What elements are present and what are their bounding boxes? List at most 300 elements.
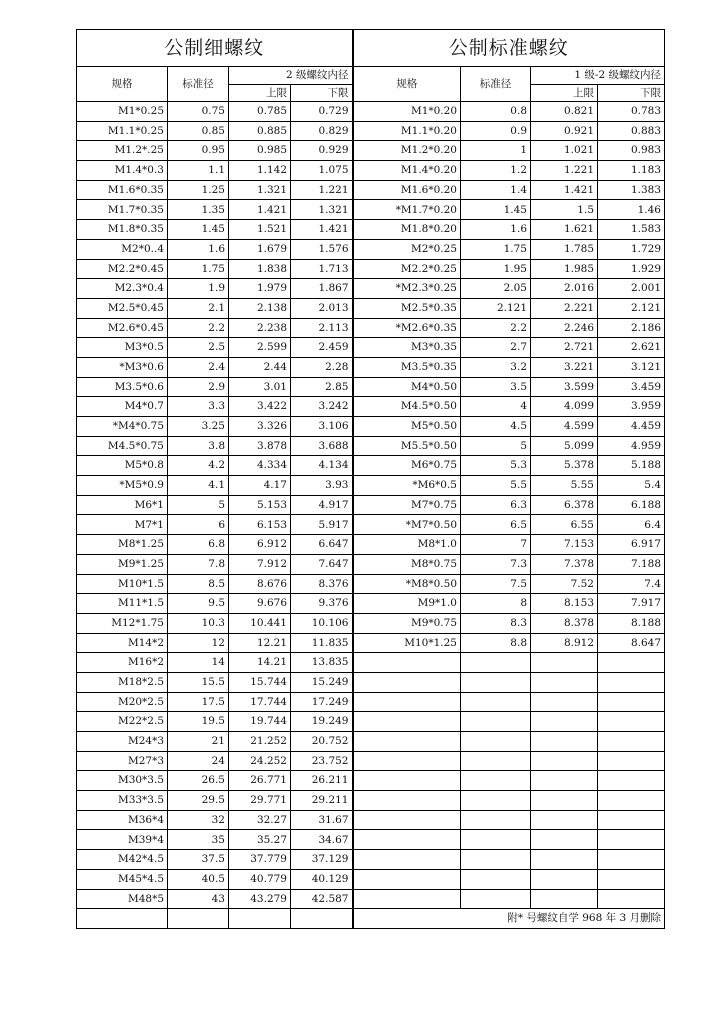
right-spec-cell: M7*0.75 bbox=[353, 495, 461, 515]
right-upper-cell bbox=[531, 850, 598, 870]
left-std-dia-cell: 12 bbox=[168, 633, 229, 653]
right-std-dia-cell bbox=[461, 771, 531, 791]
left-lower-cell: 19.249 bbox=[291, 712, 353, 732]
left-std-dia-cell: 40.5 bbox=[168, 869, 229, 889]
table-row bbox=[77, 279, 665, 299]
right-spec-cell: M1.4*0.20 bbox=[353, 161, 461, 181]
right-spec-cell: *M7*0.50 bbox=[353, 515, 461, 535]
table-row bbox=[77, 121, 665, 141]
left-std-dia-cell: 6 bbox=[168, 515, 229, 535]
right-lower-cell: 3.459 bbox=[598, 377, 665, 397]
left-upper-cell bbox=[229, 909, 291, 929]
right-upper-cell bbox=[531, 653, 598, 673]
right-lower-cell: 6.188 bbox=[598, 495, 665, 515]
left-spec-cell: M30*3.5 bbox=[77, 771, 168, 791]
left-std-dia-cell: 0.75 bbox=[168, 102, 229, 122]
right-spec-cell: M8*1.0 bbox=[353, 535, 461, 555]
left-spec-cell: M3*0.5 bbox=[77, 338, 168, 358]
right-spec-cell bbox=[353, 850, 461, 870]
right-std-dia-cell: 2.2 bbox=[461, 318, 531, 338]
right-upper-cell bbox=[531, 791, 598, 811]
left-std-dia-cell: 1.1 bbox=[168, 161, 229, 181]
left-spec-cell: M2.3*0.4 bbox=[77, 279, 168, 299]
right-upper-cell bbox=[531, 869, 598, 889]
left-upper-cell: 2.238 bbox=[229, 318, 291, 338]
right-upper-cell: 2.246 bbox=[531, 318, 598, 338]
left-upper-cell: 24.252 bbox=[229, 751, 291, 771]
right-upper-cell bbox=[531, 889, 598, 909]
left-upper-cell: 1.979 bbox=[229, 279, 291, 299]
table-row bbox=[77, 672, 665, 692]
right-std-dia-cell: 6.3 bbox=[461, 495, 531, 515]
left-upper-cell: 8.676 bbox=[229, 574, 291, 594]
left-std-dia-cell: 1.9 bbox=[168, 279, 229, 299]
left-spec-cell: M42*4.5 bbox=[77, 850, 168, 870]
table-row bbox=[77, 554, 665, 574]
right-std-dia-cell: 1.4 bbox=[461, 180, 531, 200]
right-upper-cell: 4.099 bbox=[531, 397, 598, 417]
table-row bbox=[77, 574, 665, 594]
table-row bbox=[77, 869, 665, 889]
left-spec-cell: M3.5*0.6 bbox=[77, 377, 168, 397]
right-upper-cell: 1.5 bbox=[531, 200, 598, 220]
right-spec-cell: M4*0.50 bbox=[353, 377, 461, 397]
right-lower-cell bbox=[598, 653, 665, 673]
table-row bbox=[77, 692, 665, 712]
right-std-dia-cell: 0.8 bbox=[461, 102, 531, 122]
left-spec-cell: M45*4.5 bbox=[77, 869, 168, 889]
left-spec-cell: M1.2*.25 bbox=[77, 141, 168, 161]
left-spec-cell bbox=[77, 909, 168, 929]
right-spec-cell: M2*0.25 bbox=[353, 239, 461, 259]
left-std-dia-cell: 35 bbox=[168, 830, 229, 850]
table-row bbox=[77, 515, 665, 535]
right-std-dia-cell: 4.5 bbox=[461, 417, 531, 437]
left-lower-cell: 34.67 bbox=[291, 830, 353, 850]
table-row bbox=[77, 771, 665, 791]
left-lower-cell: 17.249 bbox=[291, 692, 353, 712]
table-row bbox=[77, 594, 665, 614]
right-spec-cell: M1.1*0.20 bbox=[353, 121, 461, 141]
right-lower-cell: 1.383 bbox=[598, 180, 665, 200]
left-spec-cell: M27*3 bbox=[77, 751, 168, 771]
right-std-dia-cell bbox=[461, 712, 531, 732]
left-lower-header: 下限 bbox=[291, 85, 353, 102]
right-upper-cell: 6.55 bbox=[531, 515, 598, 535]
left-upper-cell: 29.771 bbox=[229, 791, 291, 811]
table-row bbox=[77, 456, 665, 476]
left-std-dia-cell: 1.35 bbox=[168, 200, 229, 220]
table-row bbox=[77, 830, 665, 850]
left-lower-cell: 11.835 bbox=[291, 633, 353, 653]
right-upper-cell: 1.421 bbox=[531, 180, 598, 200]
right-spec-cell bbox=[353, 732, 461, 752]
table-row bbox=[77, 397, 665, 417]
right-spec-header: 规格 bbox=[353, 67, 461, 102]
table-row bbox=[77, 909, 665, 929]
table-row bbox=[77, 180, 665, 200]
left-lower-cell: 2.113 bbox=[291, 318, 353, 338]
right-lower-cell bbox=[598, 830, 665, 850]
left-lower-cell: 1.075 bbox=[291, 161, 353, 181]
right-upper-cell: 4.599 bbox=[531, 417, 598, 437]
right-upper-cell bbox=[531, 692, 598, 712]
left-upper-cell: 3.326 bbox=[229, 417, 291, 437]
left-lower-cell: 3.93 bbox=[291, 476, 353, 496]
left-lower-cell: 40.129 bbox=[291, 869, 353, 889]
left-spec-cell: M11*1.5 bbox=[77, 594, 168, 614]
left-lower-cell: 8.376 bbox=[291, 574, 353, 594]
left-spec-cell: M1.4*0.3 bbox=[77, 161, 168, 181]
left-lower-cell: 1.576 bbox=[291, 239, 353, 259]
left-lower-cell: 5.917 bbox=[291, 515, 353, 535]
left-upper-cell: 19.744 bbox=[229, 712, 291, 732]
right-lower-cell: 2.121 bbox=[598, 298, 665, 318]
right-std-dia-cell: 7 bbox=[461, 535, 531, 555]
left-std-dia-cell: 0.85 bbox=[168, 121, 229, 141]
left-upper-cell: 4.17 bbox=[229, 476, 291, 496]
left-std-dia-cell: 5 bbox=[168, 495, 229, 515]
right-spec-cell: M6*0.75 bbox=[353, 456, 461, 476]
left-upper-cell: 10.441 bbox=[229, 613, 291, 633]
right-spec-cell: M2.5*0.35 bbox=[353, 298, 461, 318]
left-spec-cell: M48*5 bbox=[77, 889, 168, 909]
table-row bbox=[77, 239, 665, 259]
left-std-dia-cell: 2.5 bbox=[168, 338, 229, 358]
left-spec-cell: M4.5*0.75 bbox=[77, 436, 168, 456]
right-lower-cell: 2.621 bbox=[598, 338, 665, 358]
left-lower-cell: 1.221 bbox=[291, 180, 353, 200]
right-lower-cell bbox=[598, 712, 665, 732]
table-row bbox=[77, 476, 665, 496]
table-row bbox=[77, 357, 665, 377]
left-upper-cell: 3.878 bbox=[229, 436, 291, 456]
table-row bbox=[77, 495, 665, 515]
right-spec-cell bbox=[353, 751, 461, 771]
right-upper-cell bbox=[531, 712, 598, 732]
right-upper-cell: 7.153 bbox=[531, 535, 598, 555]
left-lower-cell: 6.647 bbox=[291, 535, 353, 555]
footnote: 附* 号螺纹自学 968 年 3 月删除 bbox=[353, 909, 665, 929]
left-std-dia-cell: 7.8 bbox=[168, 554, 229, 574]
left-upper-cell: 7.912 bbox=[229, 554, 291, 574]
left-upper-cell: 35.27 bbox=[229, 830, 291, 850]
left-upper-cell: 6.153 bbox=[229, 515, 291, 535]
table-row bbox=[77, 161, 665, 181]
left-spec-cell: M4*0.7 bbox=[77, 397, 168, 417]
table-row bbox=[77, 417, 665, 437]
left-lower-cell: 2.013 bbox=[291, 298, 353, 318]
thread-spec-sheet bbox=[76, 29, 665, 929]
right-spec-cell: M2.2*0.25 bbox=[353, 259, 461, 279]
right-lower-cell: 3.959 bbox=[598, 397, 665, 417]
right-lower-cell: 1.183 bbox=[598, 161, 665, 181]
right-lower-cell: 8.188 bbox=[598, 613, 665, 633]
left-std-dia-cell: 2.1 bbox=[168, 298, 229, 318]
right-std-dia-cell: 8 bbox=[461, 594, 531, 614]
left-upper-cell: 21.252 bbox=[229, 732, 291, 752]
right-lower-cell: 1.46 bbox=[598, 200, 665, 220]
right-std-dia-cell bbox=[461, 653, 531, 673]
right-std-dia-cell bbox=[461, 810, 531, 830]
right-upper-cell bbox=[531, 672, 598, 692]
left-lower-cell: 1.867 bbox=[291, 279, 353, 299]
left-lower-cell: 7.647 bbox=[291, 554, 353, 574]
right-upper-cell: 2.221 bbox=[531, 298, 598, 318]
left-lower-cell: 3.106 bbox=[291, 417, 353, 437]
right-upper-header: 上限 bbox=[531, 85, 598, 102]
right-std-dia-cell: 1 bbox=[461, 141, 531, 161]
table-row bbox=[77, 259, 665, 279]
right-upper-cell: 3.599 bbox=[531, 377, 598, 397]
left-spec-cell: *M5*0.9 bbox=[77, 476, 168, 496]
right-lower-cell: 7.917 bbox=[598, 594, 665, 614]
left-spec-cell: M20*2.5 bbox=[77, 692, 168, 712]
right-spec-cell bbox=[353, 771, 461, 791]
left-upper-cell: 32.27 bbox=[229, 810, 291, 830]
left-std-dia-cell: 3.3 bbox=[168, 397, 229, 417]
right-std-dia-cell: 8.3 bbox=[461, 613, 531, 633]
left-upper-cell: 4.334 bbox=[229, 456, 291, 476]
left-upper-cell: 9.676 bbox=[229, 594, 291, 614]
left-lower-cell: 4.134 bbox=[291, 456, 353, 476]
left-std-dia-cell: 2.9 bbox=[168, 377, 229, 397]
table-row bbox=[77, 791, 665, 811]
right-upper-cell: 8.912 bbox=[531, 633, 598, 653]
left-spec-cell: M7*1 bbox=[77, 515, 168, 535]
left-lower-cell: 10.106 bbox=[291, 613, 353, 633]
left-std-dia-cell: 1.45 bbox=[168, 220, 229, 240]
right-upper-cell: 1.785 bbox=[531, 239, 598, 259]
left-lower-cell: 1.713 bbox=[291, 259, 353, 279]
left-lower-cell: 31.67 bbox=[291, 810, 353, 830]
right-std-dia-cell: 1.2 bbox=[461, 161, 531, 181]
left-std-dia-cell: 3.8 bbox=[168, 436, 229, 456]
left-spec-cell: M36*4 bbox=[77, 810, 168, 830]
left-std-dia-cell: 10.3 bbox=[168, 613, 229, 633]
table-row bbox=[77, 220, 665, 240]
left-lower-cell: 0.729 bbox=[291, 102, 353, 122]
table-row bbox=[77, 338, 665, 358]
right-lower-cell: 1.583 bbox=[598, 220, 665, 240]
right-std-dia-cell: 1.95 bbox=[461, 259, 531, 279]
right-spec-cell: M1.2*0.20 bbox=[353, 141, 461, 161]
right-upper-cell: 5.099 bbox=[531, 436, 598, 456]
right-lower-cell: 1.729 bbox=[598, 239, 665, 259]
right-std-dia-cell: 7.3 bbox=[461, 554, 531, 574]
right-std-dia-cell: 6.5 bbox=[461, 515, 531, 535]
right-upper-cell: 7.378 bbox=[531, 554, 598, 574]
left-lower-cell: 23.752 bbox=[291, 751, 353, 771]
right-std-dia-cell bbox=[461, 751, 531, 771]
right-lower-cell: 6.917 bbox=[598, 535, 665, 555]
left-lower-cell: 2.28 bbox=[291, 357, 353, 377]
right-title: 公制标准螺纹 bbox=[353, 30, 665, 67]
right-std-dia-cell: 2.121 bbox=[461, 298, 531, 318]
left-upper-cell: 1.679 bbox=[229, 239, 291, 259]
right-upper-cell: 8.378 bbox=[531, 613, 598, 633]
right-upper-cell bbox=[531, 771, 598, 791]
right-lower-cell: 0.783 bbox=[598, 102, 665, 122]
right-lower-cell bbox=[598, 672, 665, 692]
left-spec-cell: M14*2 bbox=[77, 633, 168, 653]
left-lower-cell: 20.752 bbox=[291, 732, 353, 752]
right-spec-cell: M5.5*0.50 bbox=[353, 436, 461, 456]
table-row bbox=[77, 298, 665, 318]
right-upper-cell: 0.821 bbox=[531, 102, 598, 122]
right-spec-cell: M5*0.50 bbox=[353, 417, 461, 437]
right-spec-cell bbox=[353, 869, 461, 889]
table-row bbox=[77, 712, 665, 732]
left-std-dia-cell: 1.25 bbox=[168, 180, 229, 200]
right-spec-cell: *M1.7*0.20 bbox=[353, 200, 461, 220]
left-spec-header: 规格 bbox=[77, 67, 168, 102]
right-std-dia-cell bbox=[461, 692, 531, 712]
left-spec-cell: M2.2*0.45 bbox=[77, 259, 168, 279]
right-upper-cell: 0.921 bbox=[531, 121, 598, 141]
left-lower-cell: 0.829 bbox=[291, 121, 353, 141]
right-std-dia-cell bbox=[461, 869, 531, 889]
right-upper-cell: 6.378 bbox=[531, 495, 598, 515]
table-row bbox=[77, 889, 665, 909]
right-upper-cell bbox=[531, 810, 598, 830]
right-lower-cell: 7.188 bbox=[598, 554, 665, 574]
table-row bbox=[77, 810, 665, 830]
left-upper-cell: 1.142 bbox=[229, 161, 291, 181]
left-std-dia-cell: 9.5 bbox=[168, 594, 229, 614]
left-spec-cell: M16*2 bbox=[77, 653, 168, 673]
right-upper-cell: 5.378 bbox=[531, 456, 598, 476]
left-std-dia-cell: 6.8 bbox=[168, 535, 229, 555]
right-upper-cell: 7.52 bbox=[531, 574, 598, 594]
left-upper-cell: 17.744 bbox=[229, 692, 291, 712]
right-spec-cell: M10*1.25 bbox=[353, 633, 461, 653]
left-upper-cell: 37.779 bbox=[229, 850, 291, 870]
right-std-dia-cell bbox=[461, 889, 531, 909]
right-lower-cell: 2.001 bbox=[598, 279, 665, 299]
right-std-dia-cell: 1.6 bbox=[461, 220, 531, 240]
right-lower-cell: 2.186 bbox=[598, 318, 665, 338]
left-upper-header: 上限 bbox=[229, 85, 291, 102]
table-row bbox=[77, 653, 665, 673]
left-lower-cell: 9.376 bbox=[291, 594, 353, 614]
left-std-dia-cell: 14 bbox=[168, 653, 229, 673]
right-upper-cell: 5.55 bbox=[531, 476, 598, 496]
right-lower-cell: 1.929 bbox=[598, 259, 665, 279]
table-row bbox=[77, 102, 665, 122]
right-spec-cell bbox=[353, 692, 461, 712]
left-std-dia-cell: 17.5 bbox=[168, 692, 229, 712]
left-spec-cell: M8*1.25 bbox=[77, 535, 168, 555]
left-lower-cell: 0.929 bbox=[291, 141, 353, 161]
left-upper-cell: 1.838 bbox=[229, 259, 291, 279]
right-lower-cell bbox=[598, 850, 665, 870]
left-std-dia-cell: 21 bbox=[168, 732, 229, 752]
table-row bbox=[77, 535, 665, 555]
right-lower-cell: 8.647 bbox=[598, 633, 665, 653]
right-spec-cell: M9*1.0 bbox=[353, 594, 461, 614]
left-std-dia-cell: 4.1 bbox=[168, 476, 229, 496]
right-std-dia-cell: 2.7 bbox=[461, 338, 531, 358]
right-lower-cell: 4.459 bbox=[598, 417, 665, 437]
right-upper-cell: 8.153 bbox=[531, 594, 598, 614]
right-std-dia-cell bbox=[461, 732, 531, 752]
left-std-dia-header: 标准径 bbox=[168, 67, 229, 102]
left-std-dia-cell: 19.5 bbox=[168, 712, 229, 732]
left-upper-cell: 3.01 bbox=[229, 377, 291, 397]
right-spec-cell bbox=[353, 889, 461, 909]
left-std-dia-cell: 1.6 bbox=[168, 239, 229, 259]
left-std-dia-cell: 29.5 bbox=[168, 791, 229, 811]
left-spec-cell: M2.6*0.45 bbox=[77, 318, 168, 338]
right-lower-cell bbox=[598, 771, 665, 791]
right-spec-cell: *M8*0.50 bbox=[353, 574, 461, 594]
right-spec-cell: *M2.6*0.35 bbox=[353, 318, 461, 338]
right-spec-cell bbox=[353, 791, 461, 811]
right-spec-cell: M3*0.35 bbox=[353, 338, 461, 358]
right-lower-cell: 7.4 bbox=[598, 574, 665, 594]
left-lower-cell: 4.917 bbox=[291, 495, 353, 515]
right-lower-cell bbox=[598, 791, 665, 811]
left-spec-cell: M12*1.75 bbox=[77, 613, 168, 633]
left-group-header: 2 级螺纹内径 bbox=[229, 67, 353, 85]
left-spec-cell: *M4*0.75 bbox=[77, 417, 168, 437]
left-upper-cell: 12.21 bbox=[229, 633, 291, 653]
left-upper-cell: 2.138 bbox=[229, 298, 291, 318]
left-std-dia-cell bbox=[168, 909, 229, 929]
left-spec-cell: *M3*0.6 bbox=[77, 357, 168, 377]
right-std-dia-cell: 2.05 bbox=[461, 279, 531, 299]
left-upper-cell: 2.44 bbox=[229, 357, 291, 377]
left-spec-cell: M1*0.25 bbox=[77, 102, 168, 122]
left-title: 公制细螺纹 bbox=[77, 30, 353, 67]
right-lower-cell: 0.983 bbox=[598, 141, 665, 161]
left-lower-cell: 13.835 bbox=[291, 653, 353, 673]
right-std-dia-cell: 1.75 bbox=[461, 239, 531, 259]
left-upper-cell: 1.421 bbox=[229, 200, 291, 220]
left-spec-cell: M2*0..4 bbox=[77, 239, 168, 259]
right-upper-cell: 3.221 bbox=[531, 357, 598, 377]
left-std-dia-cell: 32 bbox=[168, 810, 229, 830]
right-spec-cell: M1*0.20 bbox=[353, 102, 461, 122]
left-upper-cell: 40.779 bbox=[229, 869, 291, 889]
left-spec-cell: M2.5*0.45 bbox=[77, 298, 168, 318]
left-spec-cell: M1.6*0.35 bbox=[77, 180, 168, 200]
left-lower-cell: 3.688 bbox=[291, 436, 353, 456]
left-spec-cell: M1.7*0.35 bbox=[77, 200, 168, 220]
right-spec-cell: *M2.3*0.25 bbox=[353, 279, 461, 299]
left-upper-cell: 0.885 bbox=[229, 121, 291, 141]
right-lower-cell: 5.4 bbox=[598, 476, 665, 496]
right-std-dia-cell bbox=[461, 830, 531, 850]
right-lower-cell: 0.883 bbox=[598, 121, 665, 141]
right-lower-cell: 4.959 bbox=[598, 436, 665, 456]
right-lower-cell: 6.4 bbox=[598, 515, 665, 535]
left-spec-cell: M10*1.5 bbox=[77, 574, 168, 594]
right-lower-cell bbox=[598, 810, 665, 830]
right-spec-cell: M1.8*0.20 bbox=[353, 220, 461, 240]
right-spec-cell: M4.5*0.50 bbox=[353, 397, 461, 417]
table-row bbox=[77, 141, 665, 161]
left-std-dia-cell: 4.2 bbox=[168, 456, 229, 476]
left-lower-cell: 3.242 bbox=[291, 397, 353, 417]
left-spec-cell: M9*1.25 bbox=[77, 554, 168, 574]
right-std-dia-cell: 5 bbox=[461, 436, 531, 456]
left-upper-cell: 6.912 bbox=[229, 535, 291, 555]
right-std-dia-cell bbox=[461, 672, 531, 692]
right-std-dia-cell: 4 bbox=[461, 397, 531, 417]
left-std-dia-cell: 24 bbox=[168, 751, 229, 771]
